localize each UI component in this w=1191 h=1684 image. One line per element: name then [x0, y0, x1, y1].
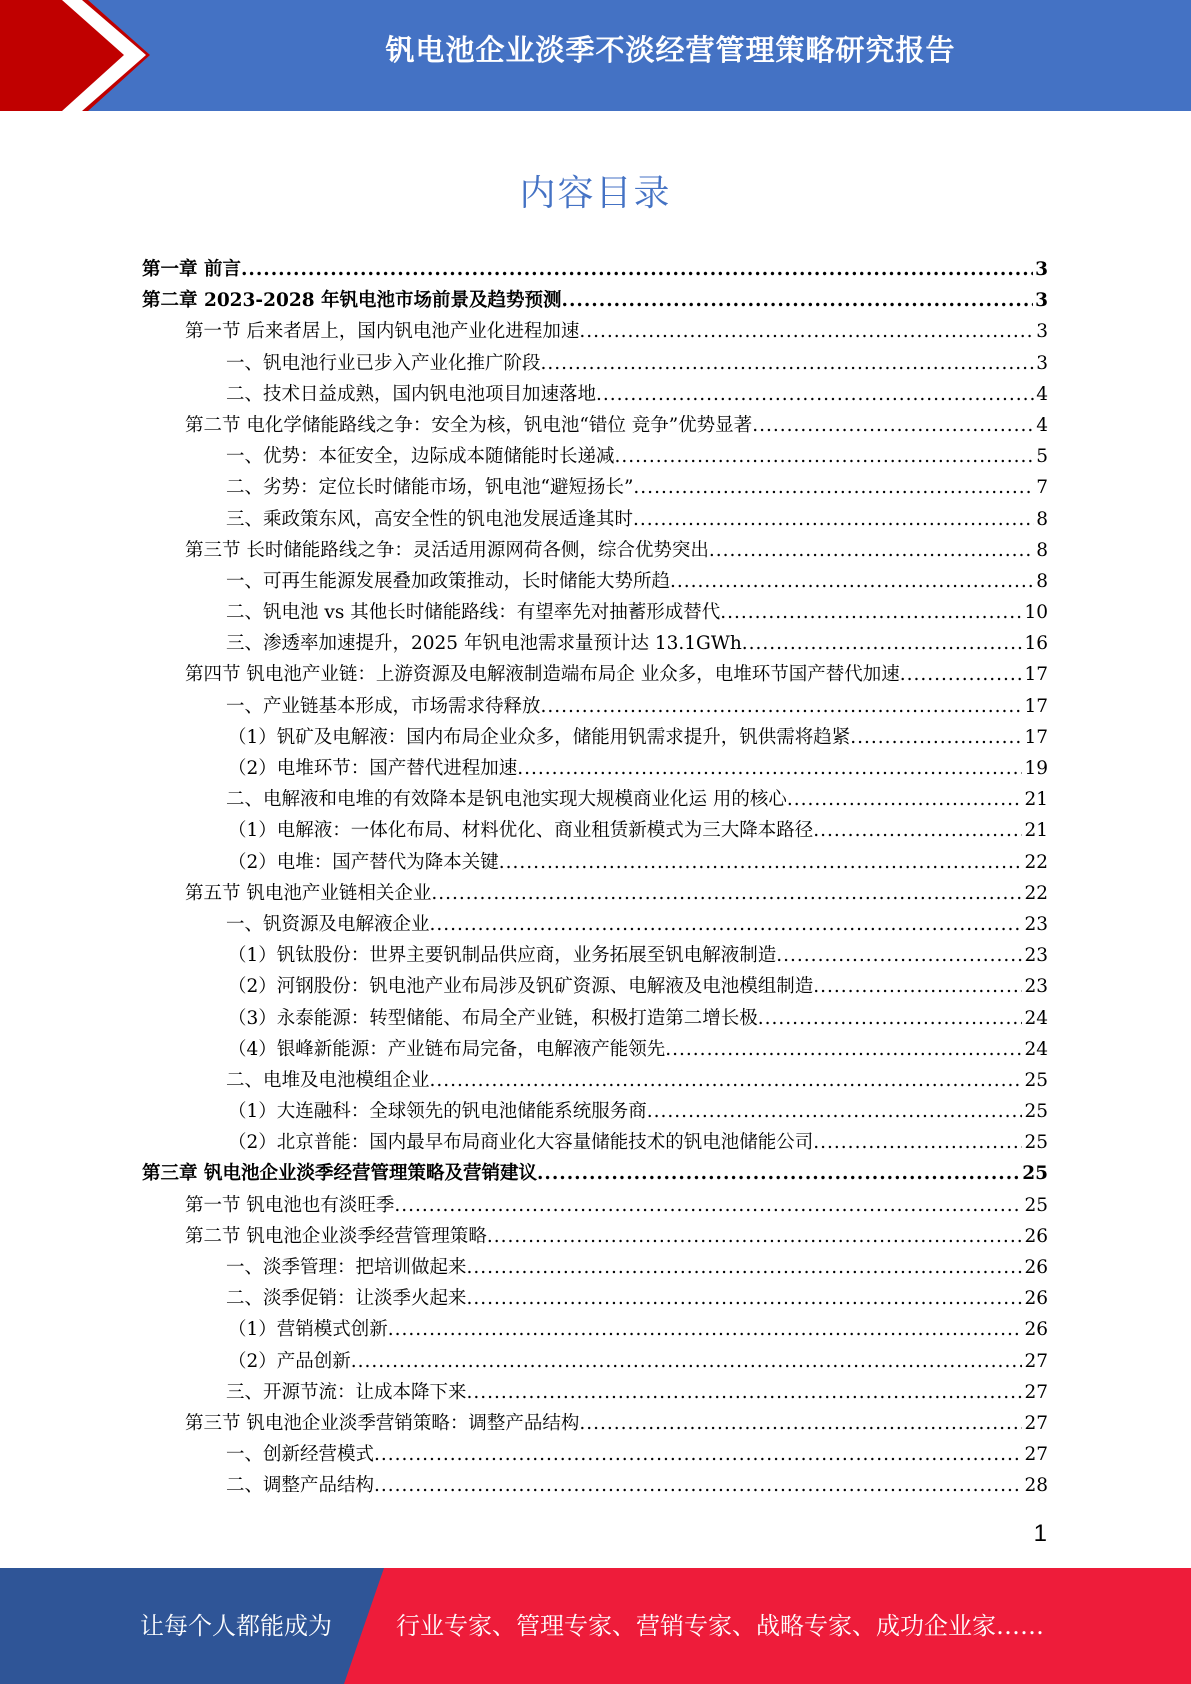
- toc-entry[interactable]: [142, 411, 1048, 442]
- toc-entry-page: 27: [1024, 1381, 1048, 1403]
- toc-entry[interactable]: [142, 1471, 1048, 1502]
- toc-dot-leader: [900, 664, 1023, 685]
- toc-entry-title: （2）北京普能：国内最早布局商业化大容量储能技术的钒电池储能公司: [228, 1132, 814, 1154]
- toc-entry[interactable]: [142, 1004, 1048, 1035]
- toc-entry-title: 一、可再生能源发展叠加政策推动，长时储能大势所趋: [226, 570, 671, 592]
- toc-entry-page: 17: [1024, 695, 1048, 717]
- toc-entry-title: 三、渗透率加速提升，2025 年钒电池需求量预计达 13.1GWh: [226, 633, 742, 655]
- toc-dot-leader: [813, 976, 1022, 997]
- toc-dot-leader: [850, 727, 1022, 748]
- toc-entry-title: （2）电堆环节：国产替代进程加速: [228, 758, 518, 779]
- toc-dot-leader: [467, 1382, 1023, 1403]
- toc-entry[interactable]: [142, 567, 1048, 598]
- toc-entry[interactable]: [142, 1128, 1048, 1159]
- toc-entry-title: （2）电堆：国产替代为降本关键: [228, 851, 499, 873]
- toc-entry-page: 10: [1024, 602, 1048, 624]
- toc-entry-page: 27: [1024, 1412, 1048, 1434]
- toc-entry-title: （2）河钢股份：钒电池产业布局涉及钒矿资源、电解液及电池模组制造: [228, 976, 814, 998]
- toc-dot-leader: [394, 1195, 1022, 1216]
- toc-entry[interactable]: [142, 1284, 1048, 1315]
- toc-entry[interactable]: [142, 660, 1048, 691]
- toc-entry-page: 4: [1036, 414, 1048, 436]
- toc-entry-page: 26: [1024, 1257, 1048, 1278]
- toc-entry[interactable]: [142, 473, 1048, 504]
- toc-entry-title: 二、劣势：定位长时储能市场，钒电池“避短扬长”: [226, 477, 634, 499]
- toc-dot-leader: [579, 1413, 1022, 1434]
- toc-entry-page: 3: [1036, 352, 1048, 374]
- toc-entry-page: 26: [1024, 1319, 1048, 1341]
- toc-entry-page: 26: [1024, 1288, 1048, 1310]
- page-footer: [0, 1568, 1191, 1684]
- toc-entry[interactable]: [142, 349, 1048, 380]
- toc-entry-page: 25: [1024, 1101, 1048, 1123]
- footer-slogan-left: 让每个人都能成为: [140, 1612, 332, 1640]
- toc-entry[interactable]: [142, 754, 1048, 785]
- toc-entry-title: 一、优势：本征安全，边际成本随储能时长递减: [226, 446, 615, 468]
- toc-dot-leader: [615, 446, 1035, 467]
- toc-entry-title: 第三节 钒电池企业淡季营销策略：调整产品结构: [185, 1412, 580, 1434]
- toc-entry[interactable]: [142, 1347, 1048, 1378]
- toc-entry-page: 26: [1024, 1225, 1048, 1247]
- toc-entry-title: 第四节 钒电池产业链：上游资源及电解液制造端布局企 业众多，电堆环节国产替代加速: [185, 664, 900, 686]
- toc-entry-title: 一、钒资源及电解液企业: [226, 913, 430, 935]
- toc-entry-title: 第五节 钒电池产业链相关企业: [185, 882, 432, 904]
- toc-entry-page: 27: [1024, 1350, 1048, 1372]
- toc-entry-page: 16: [1024, 633, 1048, 655]
- toc-dot-leader: [596, 384, 1034, 405]
- page-number: 1: [1033, 1520, 1047, 1547]
- toc-entry[interactable]: [142, 910, 1048, 941]
- toc-entry[interactable]: [142, 442, 1048, 473]
- toc-entry-title: （1）大连融科：全球领先的钒电池储能系统服务商: [228, 1101, 647, 1123]
- toc-entry-title: （4）银峰新能源：产业链布局完备，电解液产能领先: [228, 1038, 666, 1060]
- toc-entry[interactable]: [142, 692, 1048, 723]
- toc-heading: 内容目录: [519, 173, 672, 214]
- toc-entry-page: 7: [1036, 477, 1048, 499]
- footer-slogan-right: 行业专家、管理专家、营销专家、战略专家、成功企业家……: [396, 1612, 1044, 1640]
- toc-entry-title: （1）钒钛股份：世界主要钒制品供应商，业务拓展至钒电解液制造: [228, 945, 777, 967]
- toc-dot-leader: [579, 321, 1034, 342]
- toc-entry-page: 21: [1024, 820, 1048, 842]
- toc-entry-title: 二、电解液和电堆的有效降本是钒电池实现大规模商业化运 用的核心: [226, 789, 787, 811]
- toc-entry-title: 一、产业链基本形成，市场需求待释放: [226, 695, 541, 717]
- toc-entry[interactable]: [142, 255, 1048, 286]
- toc-entry[interactable]: [142, 505, 1048, 536]
- toc-entry-page: 22: [1024, 851, 1048, 873]
- toc-entry[interactable]: [142, 1222, 1048, 1253]
- toc-entry-page: 28: [1024, 1475, 1048, 1497]
- toc-entry[interactable]: [142, 879, 1048, 910]
- toc-entry-title: 二、电堆及电池模组企业: [226, 1069, 430, 1091]
- toc-entry[interactable]: [142, 1159, 1048, 1190]
- toc-dot-leader: [241, 259, 1033, 280]
- toc-entry[interactable]: [142, 941, 1048, 972]
- toc-dot-leader: [467, 1288, 1023, 1309]
- toc-entry-page: 3: [1035, 259, 1048, 280]
- toc-dot-leader: [787, 789, 1023, 810]
- toc-entry[interactable]: [142, 723, 1048, 754]
- toc-entry-page: 24: [1024, 1038, 1048, 1060]
- toc-entry[interactable]: [142, 286, 1048, 317]
- toc-dot-leader: [742, 633, 1023, 654]
- toc-entry-page: 17: [1024, 726, 1048, 748]
- toc-entry-title: 一、创新经营模式: [226, 1444, 375, 1466]
- toc-dot-leader: [665, 1039, 1022, 1060]
- toc-entry-page: 3: [1035, 290, 1048, 312]
- toc-dot-leader: [633, 477, 1034, 498]
- toc-entry[interactable]: [142, 536, 1048, 567]
- toc-entry-title: 二、技术日益成熟，国内钒电池项目加速落地: [226, 383, 597, 405]
- toc-dot-leader: [720, 602, 1022, 623]
- toc-dot-leader: [537, 1163, 1020, 1184]
- toc-entry[interactable]: [142, 1440, 1048, 1471]
- toc-dot-leader: [487, 1226, 1023, 1247]
- toc-dot-leader: [752, 415, 1034, 436]
- toc-entry-page: 25: [1024, 1132, 1048, 1154]
- toc-entry-page: 25: [1022, 1163, 1048, 1185]
- table-of-contents: [142, 255, 1048, 1503]
- toc-entry-page: 22: [1024, 882, 1048, 904]
- toc-entry-title: 第一章 前言: [142, 259, 241, 280]
- toc-entry-title: 第二节 电化学储能路线之争：安全为核，钒电池“错位 竞争”优势显著: [185, 414, 753, 436]
- toc-dot-leader: [351, 1351, 1023, 1372]
- toc-dot-leader: [430, 1070, 1023, 1091]
- toc-dot-leader: [430, 914, 1023, 935]
- toc-dot-leader: [562, 290, 1034, 311]
- toc-entry[interactable]: [142, 1378, 1048, 1409]
- toc-entry-title: （3）永泰能源：转型储能、布局全产业链，积极打造第二增长极: [228, 1007, 758, 1029]
- report-title: 钒电池企业淡季不淡经营管理策略研究报告: [385, 33, 956, 67]
- toc-dot-leader: [633, 509, 1034, 530]
- toc-entry-page: 24: [1024, 1007, 1048, 1029]
- toc-entry[interactable]: [142, 972, 1048, 1003]
- toc-dot-leader: [388, 1319, 1023, 1340]
- toc-entry[interactable]: [142, 1253, 1048, 1284]
- toc-entry-page: 8: [1036, 570, 1048, 592]
- toc-entry-page: 8: [1036, 508, 1048, 530]
- toc-entry-title: 三、开源节流：让成本降下来: [226, 1381, 467, 1403]
- toc-entry-title: （1）钒矿及电解液：国内布局企业众多，储能用钒需求提升，钒供需将趋紧: [228, 726, 851, 748]
- toc-entry-title: 第一节 钒电池也有淡旺季: [185, 1194, 395, 1216]
- toc-dot-leader: [670, 571, 1034, 592]
- toc-entry-title: （1）电解液：一体化布局、材料优化、商业租赁新模式为三大降本路径: [228, 820, 814, 842]
- toc-entry-page: 8: [1036, 539, 1048, 561]
- toc-dot-leader: [541, 353, 1035, 374]
- toc-entry[interactable]: [142, 1191, 1048, 1222]
- toc-entry-page: 17: [1024, 664, 1048, 686]
- toc-entry-title: 第二节 钒电池企业淡季经营管理策略: [185, 1225, 487, 1247]
- toc-entry-title: 一、淡季管理：把培训做起来: [226, 1257, 467, 1278]
- toc-entry-title: 第二章 2023-2028 年钒电池市场前景及趋势预测: [142, 290, 562, 312]
- toc-entry[interactable]: [142, 1066, 1048, 1097]
- toc-entry-title: 二、淡季促销：让淡季火起来: [226, 1288, 467, 1310]
- toc-entry-title: 二、钒电池 vs 其他长时储能路线：有望率先对抽蓄形成替代: [226, 602, 721, 624]
- toc-entry-page: 23: [1024, 976, 1048, 998]
- toc-dot-leader: [374, 1475, 1022, 1496]
- toc-dot-leader: [517, 758, 1022, 779]
- toc-dot-leader: [776, 945, 1022, 966]
- toc-entry-page: 25: [1024, 1194, 1048, 1216]
- toc-entry[interactable]: [142, 785, 1048, 816]
- toc-entry-title: 第三节 长时储能路线之争：灵活适用源网荷各侧，综合优势突出: [185, 539, 709, 561]
- toc-entry-title: 三、乘政策东风，高安全性的钒电池发展适逢其时: [226, 508, 634, 530]
- toc-entry-page: 25: [1024, 1069, 1048, 1091]
- toc-dot-leader: [467, 1257, 1023, 1278]
- toc-entry-title: （1）营销模式创新: [228, 1319, 388, 1341]
- toc-entry[interactable]: [142, 1035, 1048, 1066]
- toc-entry-page: 23: [1024, 945, 1048, 967]
- toc-entry-page: 21: [1024, 789, 1048, 811]
- toc-entry-page: 3: [1036, 321, 1048, 343]
- toc-entry-page: 23: [1024, 913, 1048, 935]
- toc-entry[interactable]: [142, 380, 1048, 411]
- toc-entry[interactable]: [142, 1097, 1048, 1128]
- toc-entry[interactable]: [142, 317, 1048, 348]
- toc-entry-title: 第三章 钒电池企业淡季经营管理策略及营销建议: [142, 1163, 537, 1185]
- toc-entry[interactable]: [142, 1315, 1048, 1346]
- toc-entry[interactable]: [142, 816, 1048, 847]
- toc-entry-page: 19: [1024, 758, 1048, 779]
- toc-entry-title: 第一节 后来者居上，国内钒电池产业化进程加速: [185, 321, 580, 343]
- toc-entry-page: 27: [1024, 1444, 1048, 1466]
- page-header: [0, 0, 1191, 111]
- toc-dot-leader: [431, 883, 1022, 904]
- toc-dot-leader: [374, 1444, 1022, 1465]
- toc-entry-title: 一、钒电池行业已步入产业化推广阶段: [226, 352, 541, 374]
- toc-entry-page: 4: [1036, 383, 1048, 405]
- toc-entry[interactable]: [142, 1409, 1048, 1440]
- toc-entry[interactable]: [142, 848, 1048, 879]
- toc-dot-leader: [709, 540, 1034, 561]
- toc-dot-leader: [813, 1132, 1022, 1153]
- toc-dot-leader: [758, 1008, 1023, 1029]
- toc-dot-leader: [647, 1101, 1023, 1122]
- toc-entry[interactable]: [142, 598, 1048, 629]
- toc-dot-leader: [813, 820, 1022, 841]
- toc-dot-leader: [499, 852, 1023, 873]
- toc-dot-leader: [541, 696, 1023, 717]
- toc-entry-title: 二、调整产品结构: [226, 1475, 375, 1497]
- toc-entry[interactable]: [142, 629, 1048, 660]
- toc-entry-title: （2）产品创新: [228, 1350, 351, 1372]
- toc-entry-page: 5: [1036, 446, 1048, 468]
